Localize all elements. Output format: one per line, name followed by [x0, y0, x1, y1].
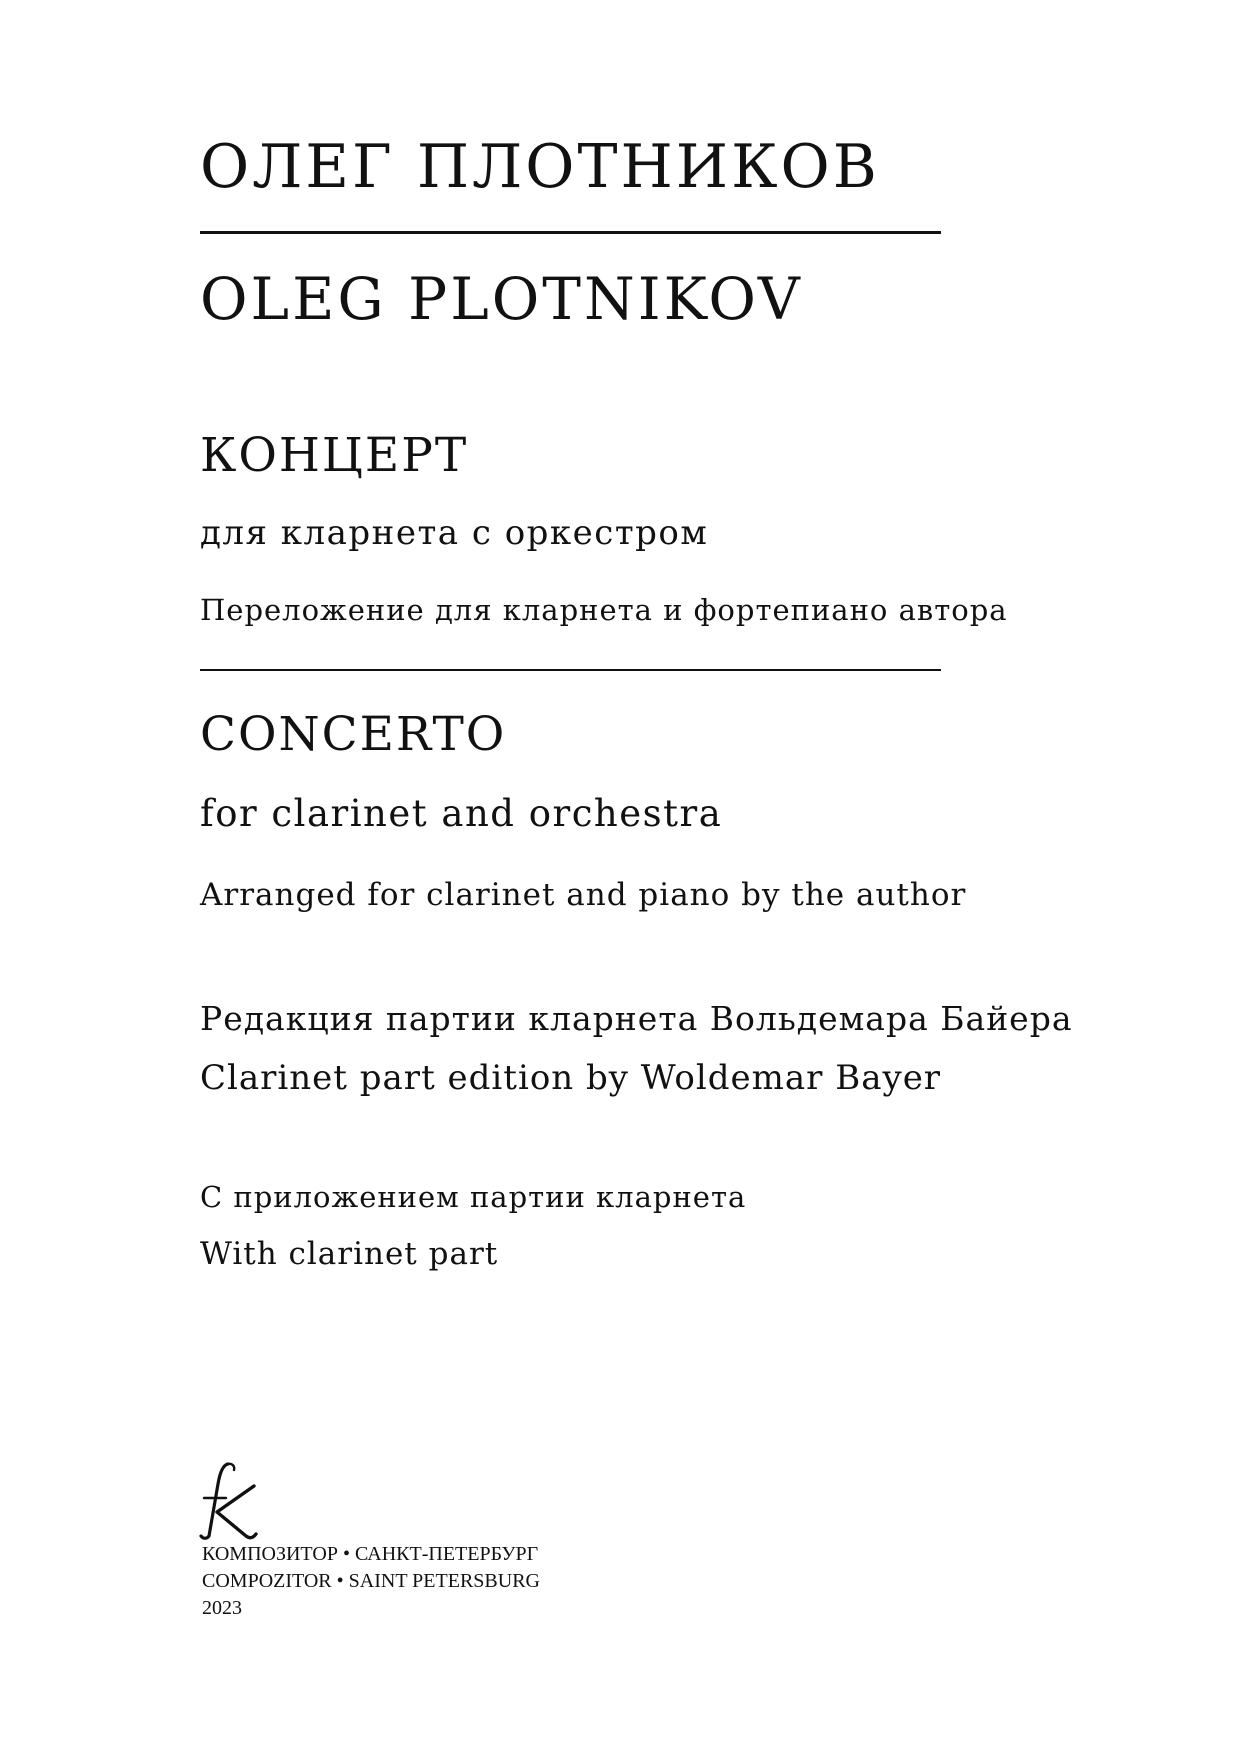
work-subtitle-ru: для кларнета с оркестром — [200, 513, 709, 553]
publisher-line-en: COMPOZITOR • SAINT PETERSBURG — [202, 1570, 540, 1592]
work-title-ru: КОНЦЕРТ — [200, 428, 469, 483]
work-subtitle-en: for clarinet and orchestra — [200, 792, 723, 835]
supplement-note-en: With clarinet part — [200, 1236, 499, 1272]
publisher-line-ru: КОМПОЗИТОР • САНКТ-ПЕТЕРБУРГ — [202, 1543, 539, 1565]
supplement-note-ru: С приложением партии кларнета — [200, 1180, 747, 1214]
divider-rule — [200, 231, 941, 234]
author-name-en: OLEG PLOTNIKOV — [200, 265, 803, 333]
divider-rule — [200, 669, 941, 671]
author-name-ru: ОЛЕГ ПЛОТНИКОВ — [200, 132, 880, 202]
arrangement-note-ru: Переложение для кларнета и фортепиано автора — [200, 593, 1008, 627]
edition-note-en: Clarinet part edition by Woldemar Bayer — [200, 1058, 942, 1098]
arrangement-note-en: Arranged for clarinet and piano by the author — [200, 877, 967, 913]
work-title-en: CONCERTO — [200, 707, 507, 762]
compozitor-k-logo-icon — [196, 1462, 260, 1542]
edition-note-ru: Редакция партии кларнета Вольдемара Байера — [200, 999, 1073, 1038]
publication-year: 2023 — [202, 1597, 242, 1619]
